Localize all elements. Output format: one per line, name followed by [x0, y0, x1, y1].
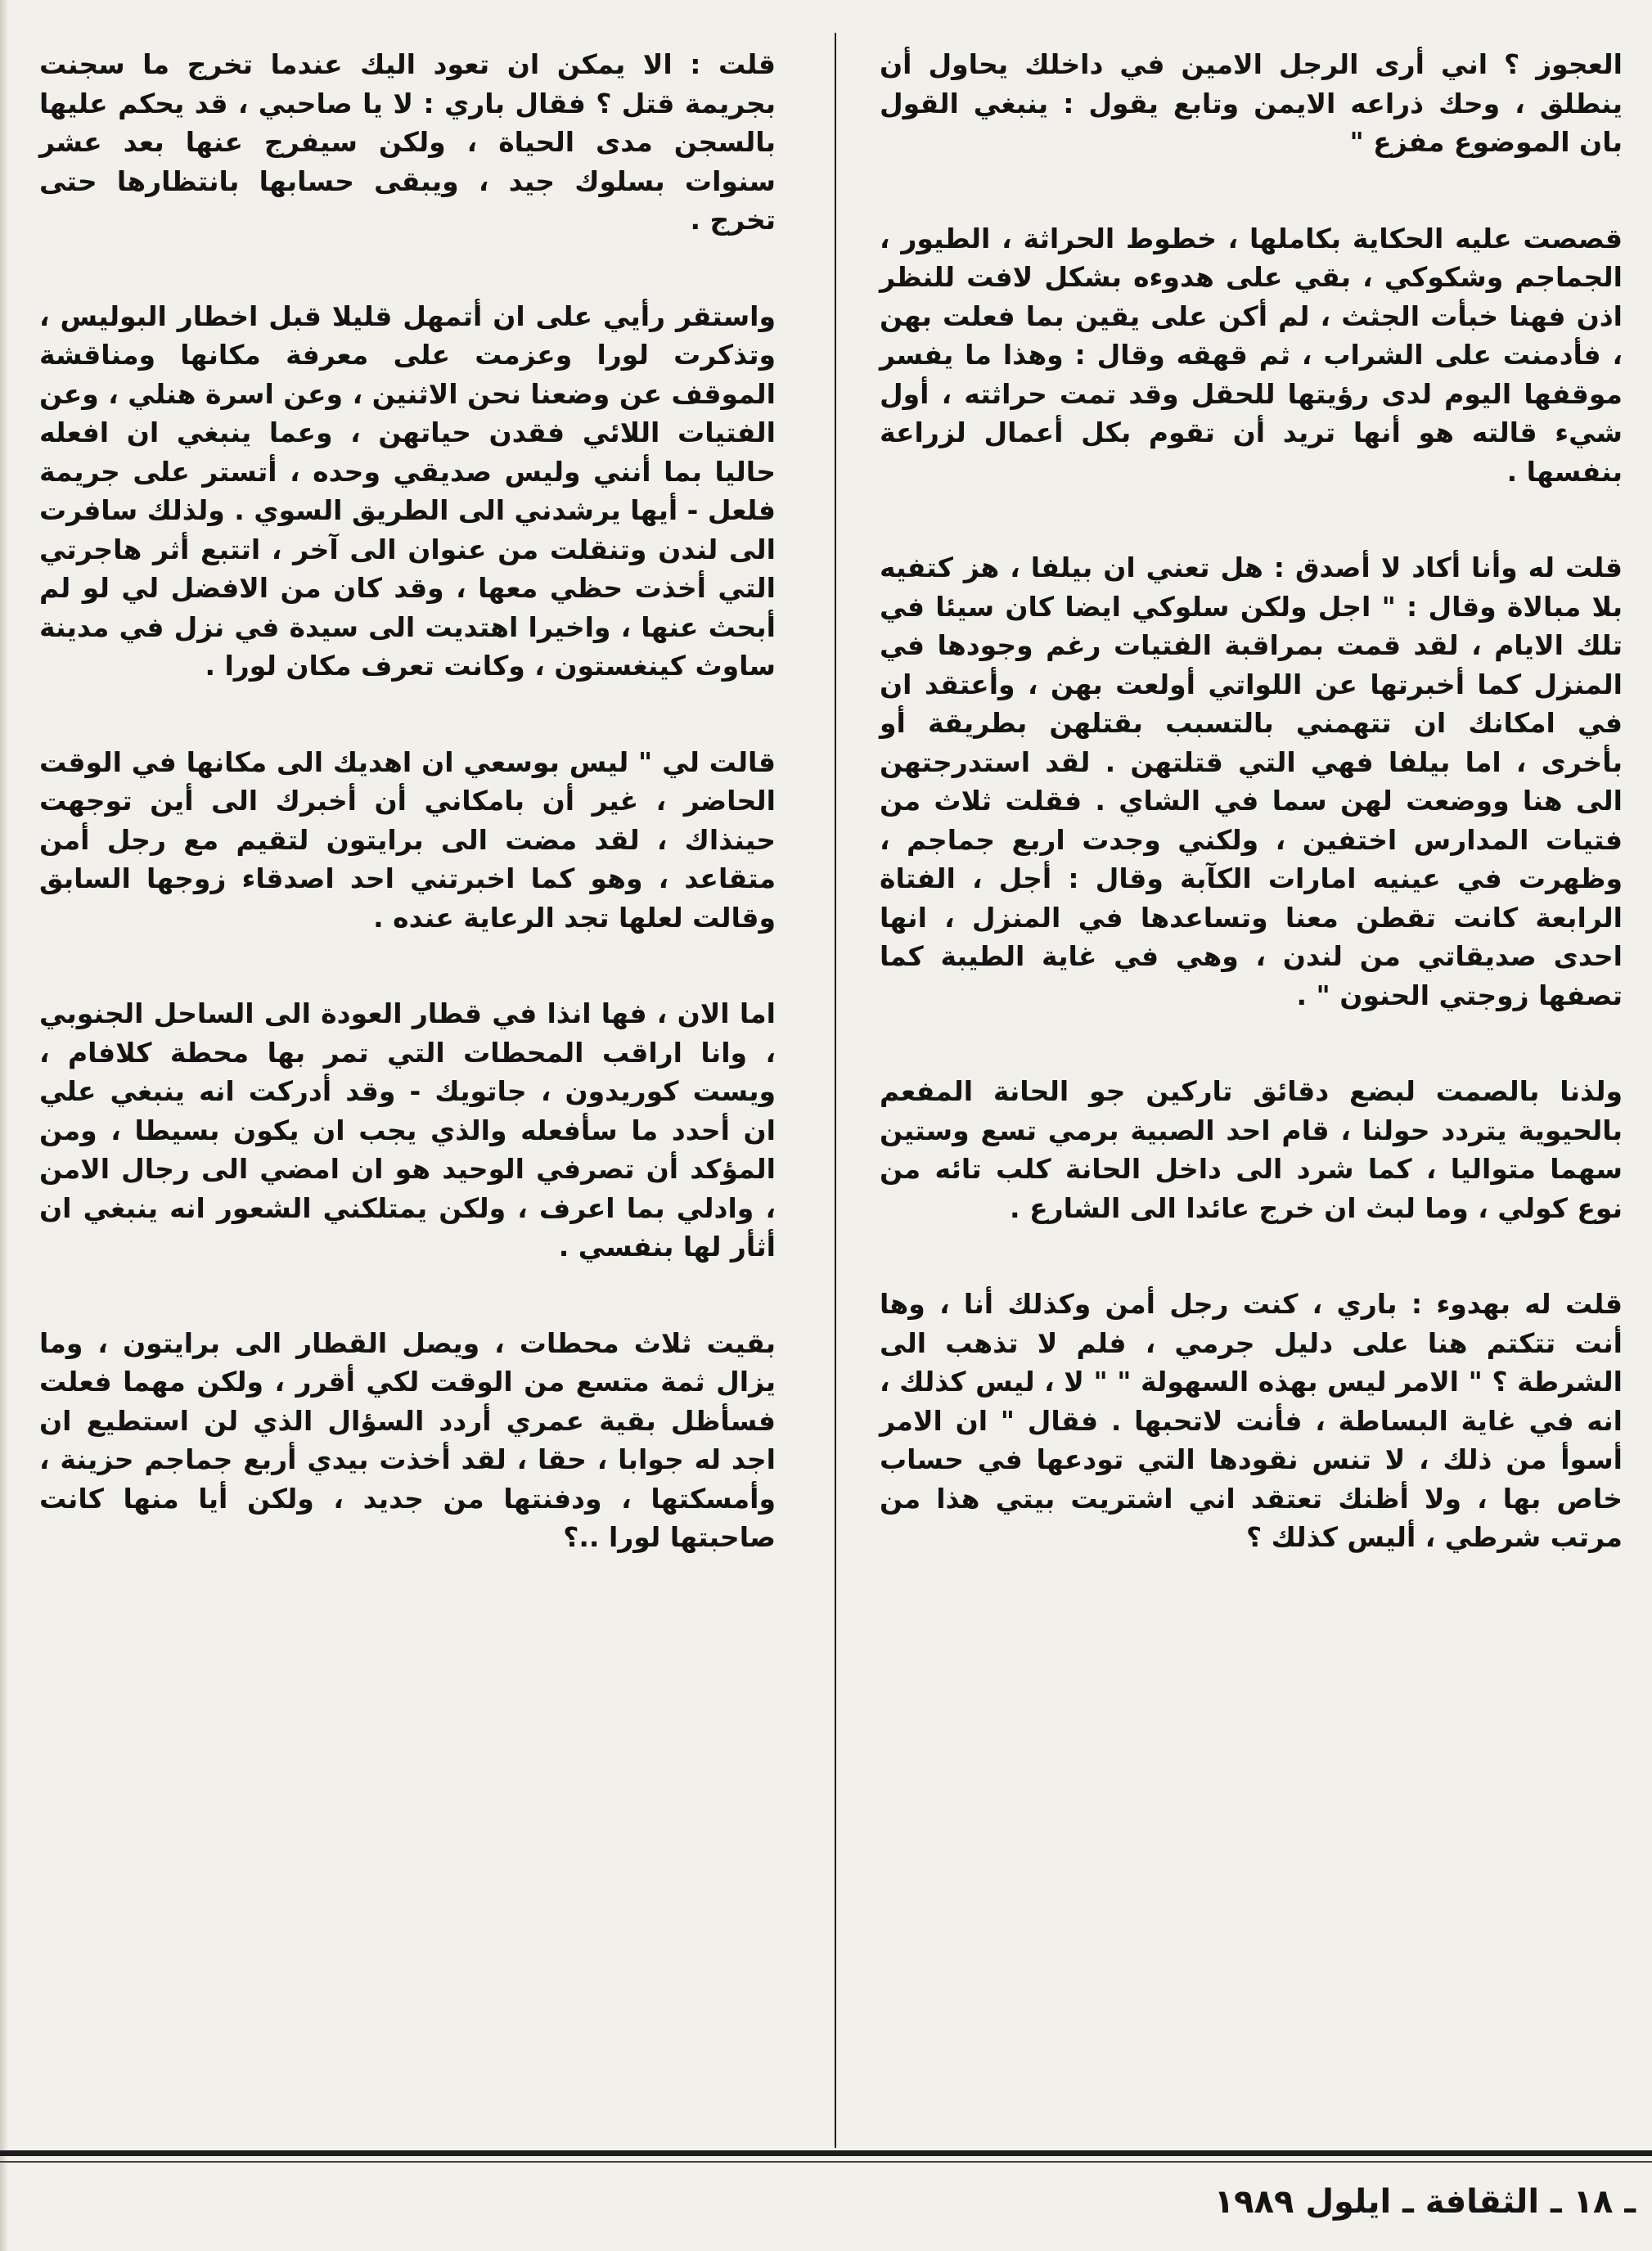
paragraph: واستقر رأيي على ان أتمهل قليلا قبل اخطار البوليس ، وتذكرت لورا وعزمت على معرفة مكانها ومناقشة الموقف عن وضعنا نحن الاثنين ، وعن اسرة هنلي ، وعن الفتيات اللائي فقدن حياتهن ، وعما ينبغي ان افعله حاليا بما أنني وليس صديقي وحده ، أتستر على جريمة فلعل - أيها يرشدني الى الطريق السوي . ولذلك سافرت الى لندن وتنقلت من عنوان الى آخر ، اتتبع أثر هاجرتي التي أخذت حظي معها ، وقد كان من الافضل لي لو لم أبحث عنها ، واخيرا اهتديت الى سيدة في نزل في مدينة ساوث كينغستون ، وكانت تعرف مكان لورا .: [39, 299, 776, 682]
page-footer: ـ ١٨ ـ الثقافة ـ ايلول ١٩٨٩: [1213, 2183, 1636, 2221]
paragraph: قصصت عليه الحكاية بكاملها ، خطوط الحراثة ، الطيور ، الجماجم وشكوكي ، بقي على هدوءه بشكل لافت للنظر اذن فهنا خبأت الجثث ، لم أكن على يقين بما فعلت بهن ، فأدمنت على الشراب ، ثم قهقه وقال : وهذا ما يفسر موقفها اليوم لدى رؤيتها للحقل وقد تمت حراثته ، أول شيء قالته هو أنها تريد أن تقوم بكل أعمال لزراعة بنفسها .: [880, 222, 1623, 488]
left-text-column: [39, 45, 776, 1614]
paragraph: العجوز ؟ اني أرى الرجل الامين في داخلك يحاول أن ينطلق ، وحك ذراعه الايمن وتابع يقول : ينبغي القول بان الموضوع مفزع ": [880, 48, 1623, 158]
paragraph: قلت له بهدوء : باري ، كنت رجل أمن وكذلك أنا ، وها أنت تتكتم هنا على دليل جرمي ، فلم لا تذهب الى الشرطة ؟ " الامر ليس بهذه السهولة " " لا ، ليس كذلك ، انه في غاية البساطة ، فأنت لاتحبها . فقال " ان الامر أسوأ من ذلك ، لا تنس نقودها التي تودعها في حساب خاص بها ، ولا أظنك تعتقد اني اشتريت بيتي هذا من مرتب شرطي ، أليس كذلك ؟: [880, 1288, 1623, 1553]
column-divider: [835, 33, 836, 2148]
paragraph: قالت لي " ليس بوسعي ان اهديك الى مكانها في الوقت الحاضر ، غير أن بامكاني أن أخبرك الى أين توجهت حينذاك ، لقد مضت الى برايتون لتقيم مع رجل أمن متقاعد ، وهو كما اخبرتني احد اصدقاء زوجها السابق وقالت لعلها تجد الرعاية عنده .: [39, 745, 776, 934]
footer-rule-thin: [0, 2161, 1652, 2163]
paragraph: قلت له وأنا أكاد لا أصدق : هل تعني ان بيلفا ، هز كتفيه بلا مبالاة وقال : " اجل ولكن سلوكي ايضا كان سيئا في تلك الايام ، لقد قمت بمراقبة الفتيات رغم وجودها في المنزل كما أخبرتها عن اللواتي أولعت بهن ، وأعتقد ان في امكانك ان تتهمني بالتسبب بقتلهن بطريقة أو بأخرى ، اما بيلفا فهي التي قتلتهن . لقد استدرجتهن الى هنا ووضعت لهن سما في الشاي . فقلت ثلاث من فتيات المدارس اختفين ، ولكني وجدت اربع جماجم ، وظهرت في عينيه امارات الكآبة وقال : أجل ، الفتاة الرابعة كانت تقطن معنا وتساعدها في المنزل ، انها احدى صديقاتي من لندن ، وهي في غاية الطيبة كما تصفها زوجتي الحنون " .: [880, 551, 1623, 1011]
paragraph: اما الان ، فها انذا في قطار العودة الى الساحل الجنوبي ، وانا اراقب المحطات التي تمر بها محطة كلافام ، ويست كوريدون ، جاتويك - وقد أدركت انه ينبغي علي ان أحدد ما سأفعله والذي يجب ان يكون بسيطا ، ومن المؤكد أن تصرفي الوحيد هو ان امضي الى رجال الامن ، وادلي بما اعرف ، ولكن يمتلكني الشعور انه ينبغي ان أثأر لها بنفسي .: [39, 997, 776, 1263]
right-text-column: [880, 45, 1623, 1614]
paragraph: ولذنا بالصمت لبضع دقائق تاركين جو الحانة المفعم بالحيوية يتردد حولنا ، قام احد الصبية برمي تسع وستين سهما متواليا ، كما شرد الى داخل الحانة كلب تائه من نوع كولي ، وما لبث ان خرج عائدا الى الشارع .: [880, 1075, 1623, 1224]
scan-edge-shadow: [0, 0, 8, 2251]
footer-rule: [0, 2150, 1652, 2156]
paragraph: بقيت ثلاث محطات ، ويصل القطار الى برايتون ، وما يزال ثمة متسع من الوقت لكي أقرر ، ولكن مهما فعلت فسأظل بقية عمري أردد السؤال الذي لن استطيع ان اجد له جوابا ، حقا ، لقد أخذت بيدي أربع جماجم حزينة ، وأمسكتها ، ودفنتها من جديد ، ولكن أيا منها كانت صاحبتها لورا ..؟: [39, 1326, 776, 1553]
paragraph: قلت : الا يمكن ان تعود اليك عندما تخرج ما سجنت بجريمة قتل ؟ فقال باري : لا يا صاحبي ، قد يحكم عليها بالسجن مدى الحياة ، ولكن سيفرج عنها بعد عشر سنوات بسلوك جيد ، ويبقى حسابها بانتظارها حتى تخرج .: [39, 48, 776, 236]
